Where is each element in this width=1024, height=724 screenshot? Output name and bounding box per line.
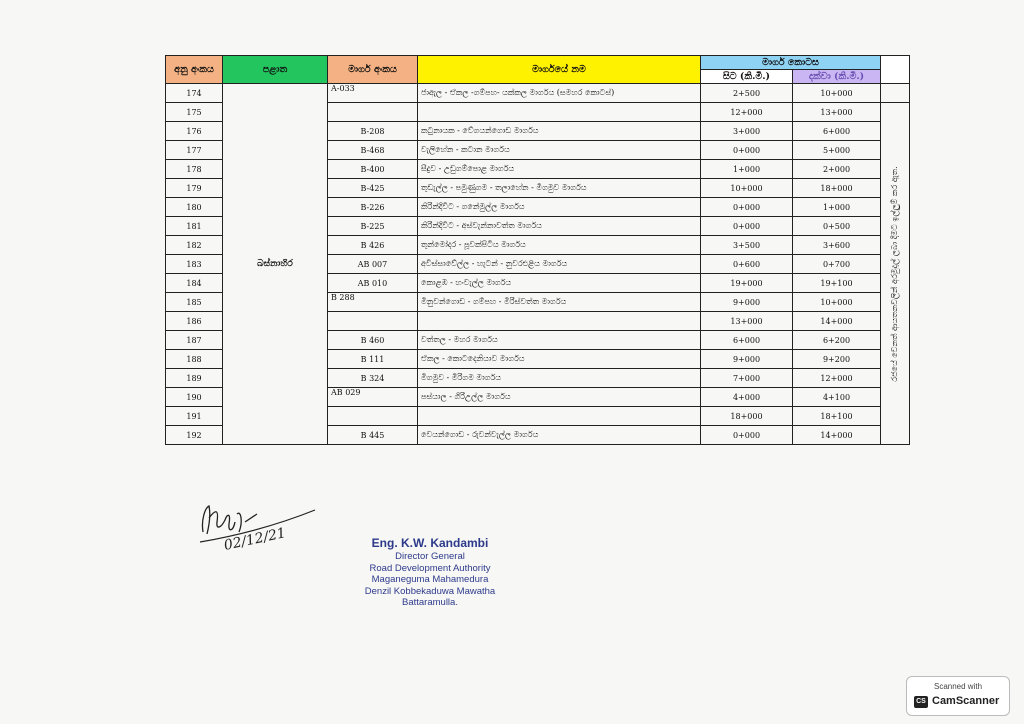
header-road-name: මාර්ගයේ නම: [418, 56, 701, 84]
road-number-cell: B 426: [328, 236, 418, 255]
road-number-cell: [328, 312, 418, 331]
road-number-cell: AB 007: [328, 255, 418, 274]
to-km-cell: 0+500: [793, 217, 881, 236]
serial-number-cell: 181: [166, 217, 223, 236]
road-name-cell: [418, 312, 701, 331]
signatory-title: Director General: [395, 551, 465, 562]
from-km-cell: 0+000: [701, 198, 793, 217]
from-km-cell: 3+000: [701, 122, 793, 141]
signature-block: [335, 535, 525, 609]
signatory-address-3: Battaramulla.: [402, 597, 458, 608]
road-number-cell: B-226: [328, 198, 418, 217]
camscanner-logo-icon: CS: [914, 696, 928, 708]
road-name-cell: ඒකල - කොටදෙනියාව මාර්ගය: [418, 350, 701, 369]
from-km-cell: 19+000: [701, 274, 793, 293]
serial-number-cell: 186: [166, 312, 223, 331]
serial-number-cell: 184: [166, 274, 223, 293]
road-number-cell: AB 029: [328, 388, 418, 407]
road-name-cell: අවිස්සාවේල්ල - හැටන් - නුවරඑළිය මාර්ගය: [418, 255, 701, 274]
signatory-address-2: Denzil Kobbekaduwa Mawatha: [364, 585, 496, 597]
road-name-cell: ජාඇල - ඒකල -ගම්පහ- යක්කල මාර්ගය (සමහර කොටස්): [418, 84, 701, 103]
serial-number-cell: 188: [166, 350, 223, 369]
from-km-cell: 4+000: [701, 388, 793, 407]
road-name-cell: කොළඹ - හංවැල්ල මාර්ගය: [418, 274, 701, 293]
scanner-brand: CamScanner: [932, 695, 1000, 707]
road-name-cell: වැලිහේන - කටාන මාර්ගය: [418, 141, 701, 160]
from-km-cell: 12+000: [701, 103, 793, 122]
from-km-cell: 9+000: [701, 350, 793, 369]
from-km-cell: 9+000: [701, 293, 793, 312]
to-km-cell: 10+000: [793, 293, 881, 312]
table-row: [166, 84, 910, 103]
road-name-cell: මිනුවන්ගොඩ - ගම්පහ - මිරිස්වත්ත මාර්ගය: [418, 293, 701, 312]
to-km-cell: 2+000: [793, 160, 881, 179]
to-km-cell: 18+100: [793, 407, 881, 426]
to-km-cell: 4+100: [793, 388, 881, 407]
signatory-name: Eng. K.W. Kandambi: [371, 536, 489, 550]
to-km-cell: 9+200: [793, 350, 881, 369]
to-km-cell: 14+000: [793, 426, 881, 445]
serial-number-cell: 191: [166, 407, 223, 426]
to-km-cell: 12+000: [793, 369, 881, 388]
to-km-cell: 18+000: [793, 179, 881, 198]
road-number-cell: [328, 407, 418, 426]
header-remark: [881, 56, 910, 84]
road-number-cell: B 445: [328, 426, 418, 445]
road-number-cell: AB 010: [328, 274, 418, 293]
road-name-cell: පස්යාල - ගිරිඋල්ල මාර්ගය: [418, 388, 701, 407]
road-name-cell: කිරින්දිවිට - ගනේමුල්ල මාර්ගය: [418, 198, 701, 217]
road-number-cell: B 324: [328, 369, 418, 388]
header-serial-number: අනු අංකය: [166, 56, 223, 84]
road-number-cell: B-225: [328, 217, 418, 236]
to-km-cell: 10+000: [793, 84, 881, 103]
from-km-cell: 0+000: [701, 217, 793, 236]
header-road-section: මාර්ග කොටස: [701, 56, 881, 70]
serial-number-cell: 192: [166, 426, 223, 445]
road-name-cell: කිරින්දිවිට - අස්වැන්නාවත්ත මාර්ගය: [418, 217, 701, 236]
road-name-cell: [418, 103, 701, 122]
to-km-cell: 6+000: [793, 122, 881, 141]
serial-number-cell: 180: [166, 198, 223, 217]
road-number-cell: B 111: [328, 350, 418, 369]
road-number-cell: [328, 103, 418, 122]
to-km-cell: 19+100: [793, 274, 881, 293]
road-number-cell: B-468: [328, 141, 418, 160]
remark-cell: [881, 103, 910, 445]
road-name-cell: වෙයන්ගොඩ - රුවන්වැල්ල මාර්ගය: [418, 426, 701, 445]
signatory-address-1: Maganeguma Mahamedura: [371, 574, 489, 585]
serial-number-cell: 183: [166, 255, 223, 274]
serial-number-cell: 175: [166, 103, 223, 122]
to-km-cell: 14+000: [793, 312, 881, 331]
from-km-cell: 1+000: [701, 160, 793, 179]
handwritten-signature: [195, 492, 320, 557]
from-km-cell: 13+000: [701, 312, 793, 331]
road-number-cell: B 288: [328, 293, 418, 312]
serial-number-cell: 178: [166, 160, 223, 179]
from-km-cell: 18+000: [701, 407, 793, 426]
serial-number-cell: 176: [166, 122, 223, 141]
remark-text: රජයේ වෙනත් ආයතනවලින් අරමුදල් ලබා දීමට ඉල්ලුම් කර ඇත.: [890, 165, 900, 382]
from-km-cell: 2+500: [701, 84, 793, 103]
road-table: [165, 55, 910, 445]
from-km-cell: 0+000: [701, 141, 793, 160]
from-km-cell: 0+600: [701, 255, 793, 274]
scanner-caption: Scanned with: [933, 682, 983, 691]
signature-date: 02/12/21: [222, 525, 288, 554]
to-km-cell: 5+000: [793, 141, 881, 160]
from-km-cell: 0+000: [701, 426, 793, 445]
serial-number-cell: 185: [166, 293, 223, 312]
road-name-cell: කටුනායක - වේගයන්ගොඩ මාර්ගය: [418, 122, 701, 141]
from-km-cell: 3+500: [701, 236, 793, 255]
serial-number-cell: 187: [166, 331, 223, 350]
to-km-cell: 0+700: [793, 255, 881, 274]
road-name-cell: මිගමුව - මීරිගම මාර්ගය: [418, 369, 701, 388]
road-number-cell: B 460: [328, 331, 418, 350]
to-km-cell: 13+000: [793, 103, 881, 122]
header-province: පළාත: [223, 56, 328, 84]
serial-number-cell: 182: [166, 236, 223, 255]
from-km-cell: 7+000: [701, 369, 793, 388]
remark-cell-top: [881, 84, 910, 103]
serial-number-cell: 177: [166, 141, 223, 160]
header-to-km: දක්වා (කි.මී.): [793, 70, 881, 84]
from-km-cell: 10+000: [701, 179, 793, 198]
road-name-cell: වත්තල - මහර මාර්ගය: [418, 331, 701, 350]
road-name-cell: [418, 407, 701, 426]
camscanner-watermark: [906, 676, 1010, 716]
to-km-cell: 1+000: [793, 198, 881, 217]
header-road-number: මාර්ග අංකය: [328, 56, 418, 84]
signatory-org: Road Development Authority: [369, 562, 491, 574]
header-from-km: සිට (කි.මී.): [701, 70, 793, 84]
province-cell: බස්නාහිර: [223, 84, 328, 445]
road-name-cell: තුඩැල්ල - පමුණුගම - තලාහේන - මීගමුව මාර්ගය: [418, 179, 701, 198]
from-km-cell: 6+000: [701, 331, 793, 350]
serial-number-cell: 190: [166, 388, 223, 407]
road-number-cell: B-425: [328, 179, 418, 198]
serial-number-cell: 189: [166, 369, 223, 388]
road-number-cell: B-400: [328, 160, 418, 179]
road-number-cell: B-208: [328, 122, 418, 141]
road-number-cell: A-033: [328, 84, 418, 103]
serial-number-cell: 179: [166, 179, 223, 198]
road-name-cell: තුන්මෝදර - පූවක්පිටිය මාර්ගය: [418, 236, 701, 255]
road-name-cell: සීදුව - උඩුගම්පොළ මාර්ගය: [418, 160, 701, 179]
to-km-cell: 6+200: [793, 331, 881, 350]
table-body: [166, 84, 910, 445]
to-km-cell: 3+600: [793, 236, 881, 255]
serial-number-cell: 174: [166, 84, 223, 103]
